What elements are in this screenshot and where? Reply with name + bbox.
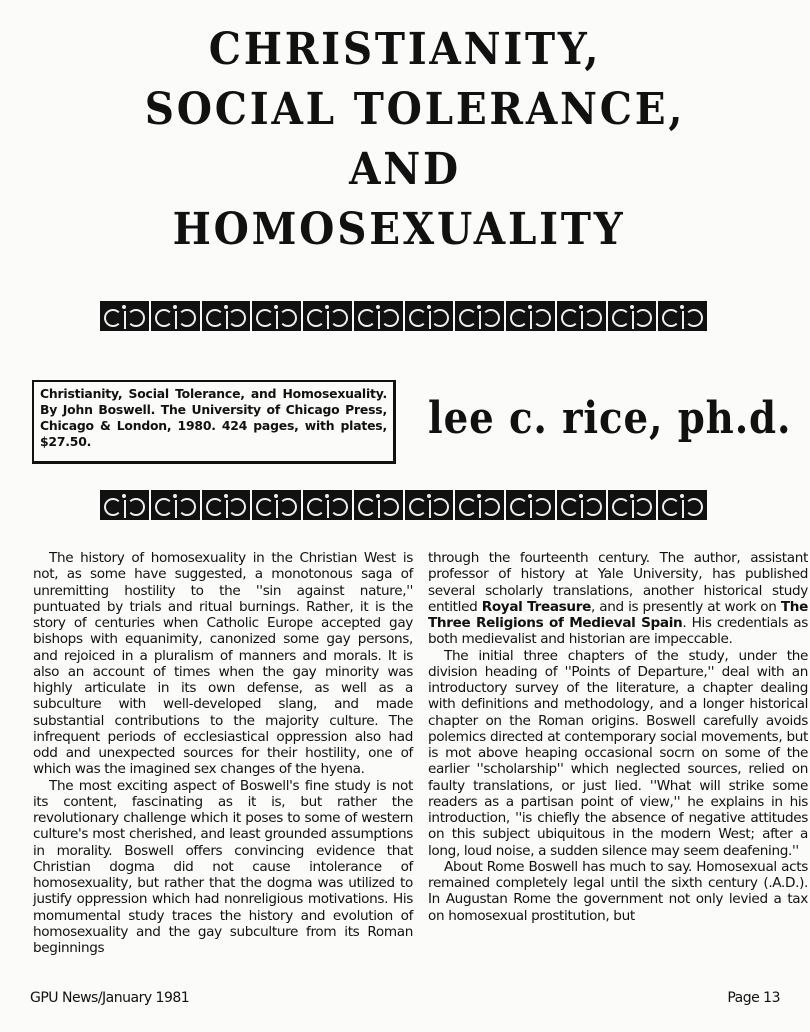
scroll-ornament-icon: [455, 301, 504, 331]
scroll-ornament-icon: [151, 490, 200, 520]
scroll-ornament-icon: [506, 301, 555, 331]
ornament-dot: [325, 305, 329, 309]
ornament-dot: [274, 305, 278, 309]
text-run: . His credentials as both medievalist and historian are impeccable.: [428, 615, 808, 648]
book-citation-box: [32, 380, 396, 464]
ornament-stem: [378, 311, 380, 329]
ornament-stem: [327, 311, 329, 329]
ornamental-border-top: [100, 301, 707, 331]
ornament-dot: [427, 305, 431, 309]
ornament-dot: [224, 494, 228, 498]
scroll-ornament-icon: [405, 301, 454, 331]
paragraph: The initial three chapters of the study, under the division heading of ''Points of Departure,'' deal with an introductory survey of the literature, a chapter dealing with definitions and methodology, and a longer historical chapter on the Roman origins. Boswell carefully avoids polemics directed at contemporary social movements, but is mot above heaping occasional socrn on some of the earlier ''scholarship'' which neglected sources, relied on faulty translations, or just lied. ''What will strike some readers as a partisan point of view,'' he explains in his introduction, ''is chiefly the absence of negative attitudes on this subject ubiquitous in the modern West; after a long, loud noise, a sudden silence may seem deafening.'': [428, 647, 808, 859]
scroll-ornament-icon: [354, 490, 403, 520]
article-column-right: [428, 550, 808, 924]
scroll-ornament-icon: [100, 490, 149, 520]
scroll-ornament-icon: [455, 490, 504, 520]
scroll-ornament-icon: [405, 490, 454, 520]
ornament-stem: [682, 311, 684, 329]
ornament-dot: [376, 305, 380, 309]
publication-footer: GPU News/January 1981: [30, 990, 190, 1006]
ornament-stem: [581, 500, 583, 518]
ornament-stem: [327, 500, 329, 518]
ornament-stem: [175, 311, 177, 329]
scroll-ornament-icon: [303, 490, 352, 520]
scroll-ornament-icon: [354, 301, 403, 331]
ornament-stem: [581, 311, 583, 329]
ornament-stem: [378, 500, 380, 518]
ornament-dot: [579, 494, 583, 498]
ornament-dot: [528, 494, 532, 498]
scroll-ornament-icon: [100, 301, 149, 331]
ornament-stem: [276, 311, 278, 329]
ornament-dot: [579, 305, 583, 309]
book-title-royal-treasure: Royal Treasure: [481, 598, 591, 615]
paragraph: About Rome Boswell has much to say. Homosexual acts remained completely legal until the sixth century (.A.D.). In Augustan Rome the government not only levied a tax on homosexual prostitution, but: [428, 858, 808, 924]
ornament-dot: [680, 494, 684, 498]
scroll-ornament-icon: [557, 490, 606, 520]
ornament-dot: [224, 305, 228, 309]
ornament-dot: [630, 494, 634, 498]
scroll-ornament-icon: [303, 301, 352, 331]
ornament-dot: [427, 494, 431, 498]
ornament-dot: [376, 494, 380, 498]
book-details: By John Boswell. The University of Chicago Press, Chicago & London, 1980. 424 pages, with plates, $27.50.: [40, 402, 387, 449]
ornament-dot: [477, 494, 481, 498]
ornament-stem: [530, 311, 532, 329]
scroll-ornament-icon: [557, 301, 606, 331]
ornament-stem: [429, 311, 431, 329]
book-title: Christianity, Social Tolerance, and Homosexuality.: [40, 386, 387, 401]
ornament-stem: [124, 500, 126, 518]
ornament-dot: [630, 305, 634, 309]
ornament-stem: [429, 500, 431, 518]
article-column-left: [33, 550, 413, 956]
headline-line-1: CHRISTIANITY,: [208, 24, 602, 75]
scroll-ornament-icon: [252, 490, 301, 520]
text-run: through the fourteenth century. The author, assistant professor of history at Yale University, has published several scholarly translations, another historical study entitled: [428, 550, 808, 615]
ornament-stem: [632, 311, 634, 329]
scroll-ornament-icon: [151, 301, 200, 331]
ornament-stem: [682, 500, 684, 518]
scroll-ornament-icon: [506, 490, 555, 520]
ornament-stem: [530, 500, 532, 518]
ornament-stem: [632, 500, 634, 518]
scroll-ornament-icon: [608, 301, 657, 331]
book-title-three-religions: The Three Religions of Medieval Spain: [428, 598, 808, 631]
scroll-ornament-icon: [202, 490, 251, 520]
scroll-ornament-icon: [252, 301, 301, 331]
headline-line-2: SOCIAL TOLERANCE,: [144, 84, 686, 135]
ornament-stem: [226, 500, 228, 518]
ornament-stem: [479, 311, 481, 329]
ornament-stem: [276, 500, 278, 518]
ornament-dot: [173, 494, 177, 498]
ornament-dot: [173, 305, 177, 309]
ornamental-border-bottom: [100, 490, 707, 520]
ornament-dot: [680, 305, 684, 309]
text-run: , and is presently at work on: [590, 598, 781, 615]
headline-line-4: HOMOSEXUALITY: [172, 204, 626, 255]
ornament-dot: [122, 494, 126, 498]
scroll-ornament-icon: [202, 301, 251, 331]
paragraph: [428, 550, 808, 648]
headline-line-3: AND: [349, 144, 461, 195]
page-number: Page 13: [727, 990, 780, 1006]
scroll-ornament-icon: [608, 490, 657, 520]
author-byline: lee c. rice, ph.d.: [428, 393, 792, 444]
ornament-stem: [124, 311, 126, 329]
ornament-dot: [274, 494, 278, 498]
ornament-dot: [122, 305, 126, 309]
scroll-ornament-icon: [658, 301, 707, 331]
ornament-stem: [175, 500, 177, 518]
paragraph: The most exciting aspect of Boswell's fine study is not its content, fascinating as it is, but rather the revolutionary challenge which it poses to some of western culture's most cherished, and least grounded assumptions in morality. Boswell offers convincing evidence that Christian dogma did not cause intolerance of homosexuality, but rather that the dogma was utilized to justify oppression which had nonreligious motivations. His momumental study traces the history and evolution of homosexuality and the gay subculture from its Roman beginnings: [33, 777, 413, 956]
ornament-stem: [479, 500, 481, 518]
ornament-dot: [528, 305, 532, 309]
ornament-dot: [477, 305, 481, 309]
paragraph: The history of homosexuality in the Christian West is not, as some have suggested, a monotonous saga of unremitting hostility to the ''sin against nature,'' puntuated by trials and ritual burnings. Rather, it is the story of centuries when Catholic Europe accepted gay bishops with equanimity, canonized some gay persons, and rejoiced in a pluralism of manners and morals. It is also an account of times when the gay minority was highly articulate in its own defense, as well as a subculture with well-developed slang, and made substantial contributions to the majority culture. The infrequent periods of ecclesiastical oppression also had odd and unexpected sources for their hostility, one of which was the imagined sex changes of the hyena.: [33, 550, 413, 778]
ornament-stem: [226, 311, 228, 329]
ornament-dot: [325, 494, 329, 498]
scroll-ornament-icon: [658, 490, 707, 520]
